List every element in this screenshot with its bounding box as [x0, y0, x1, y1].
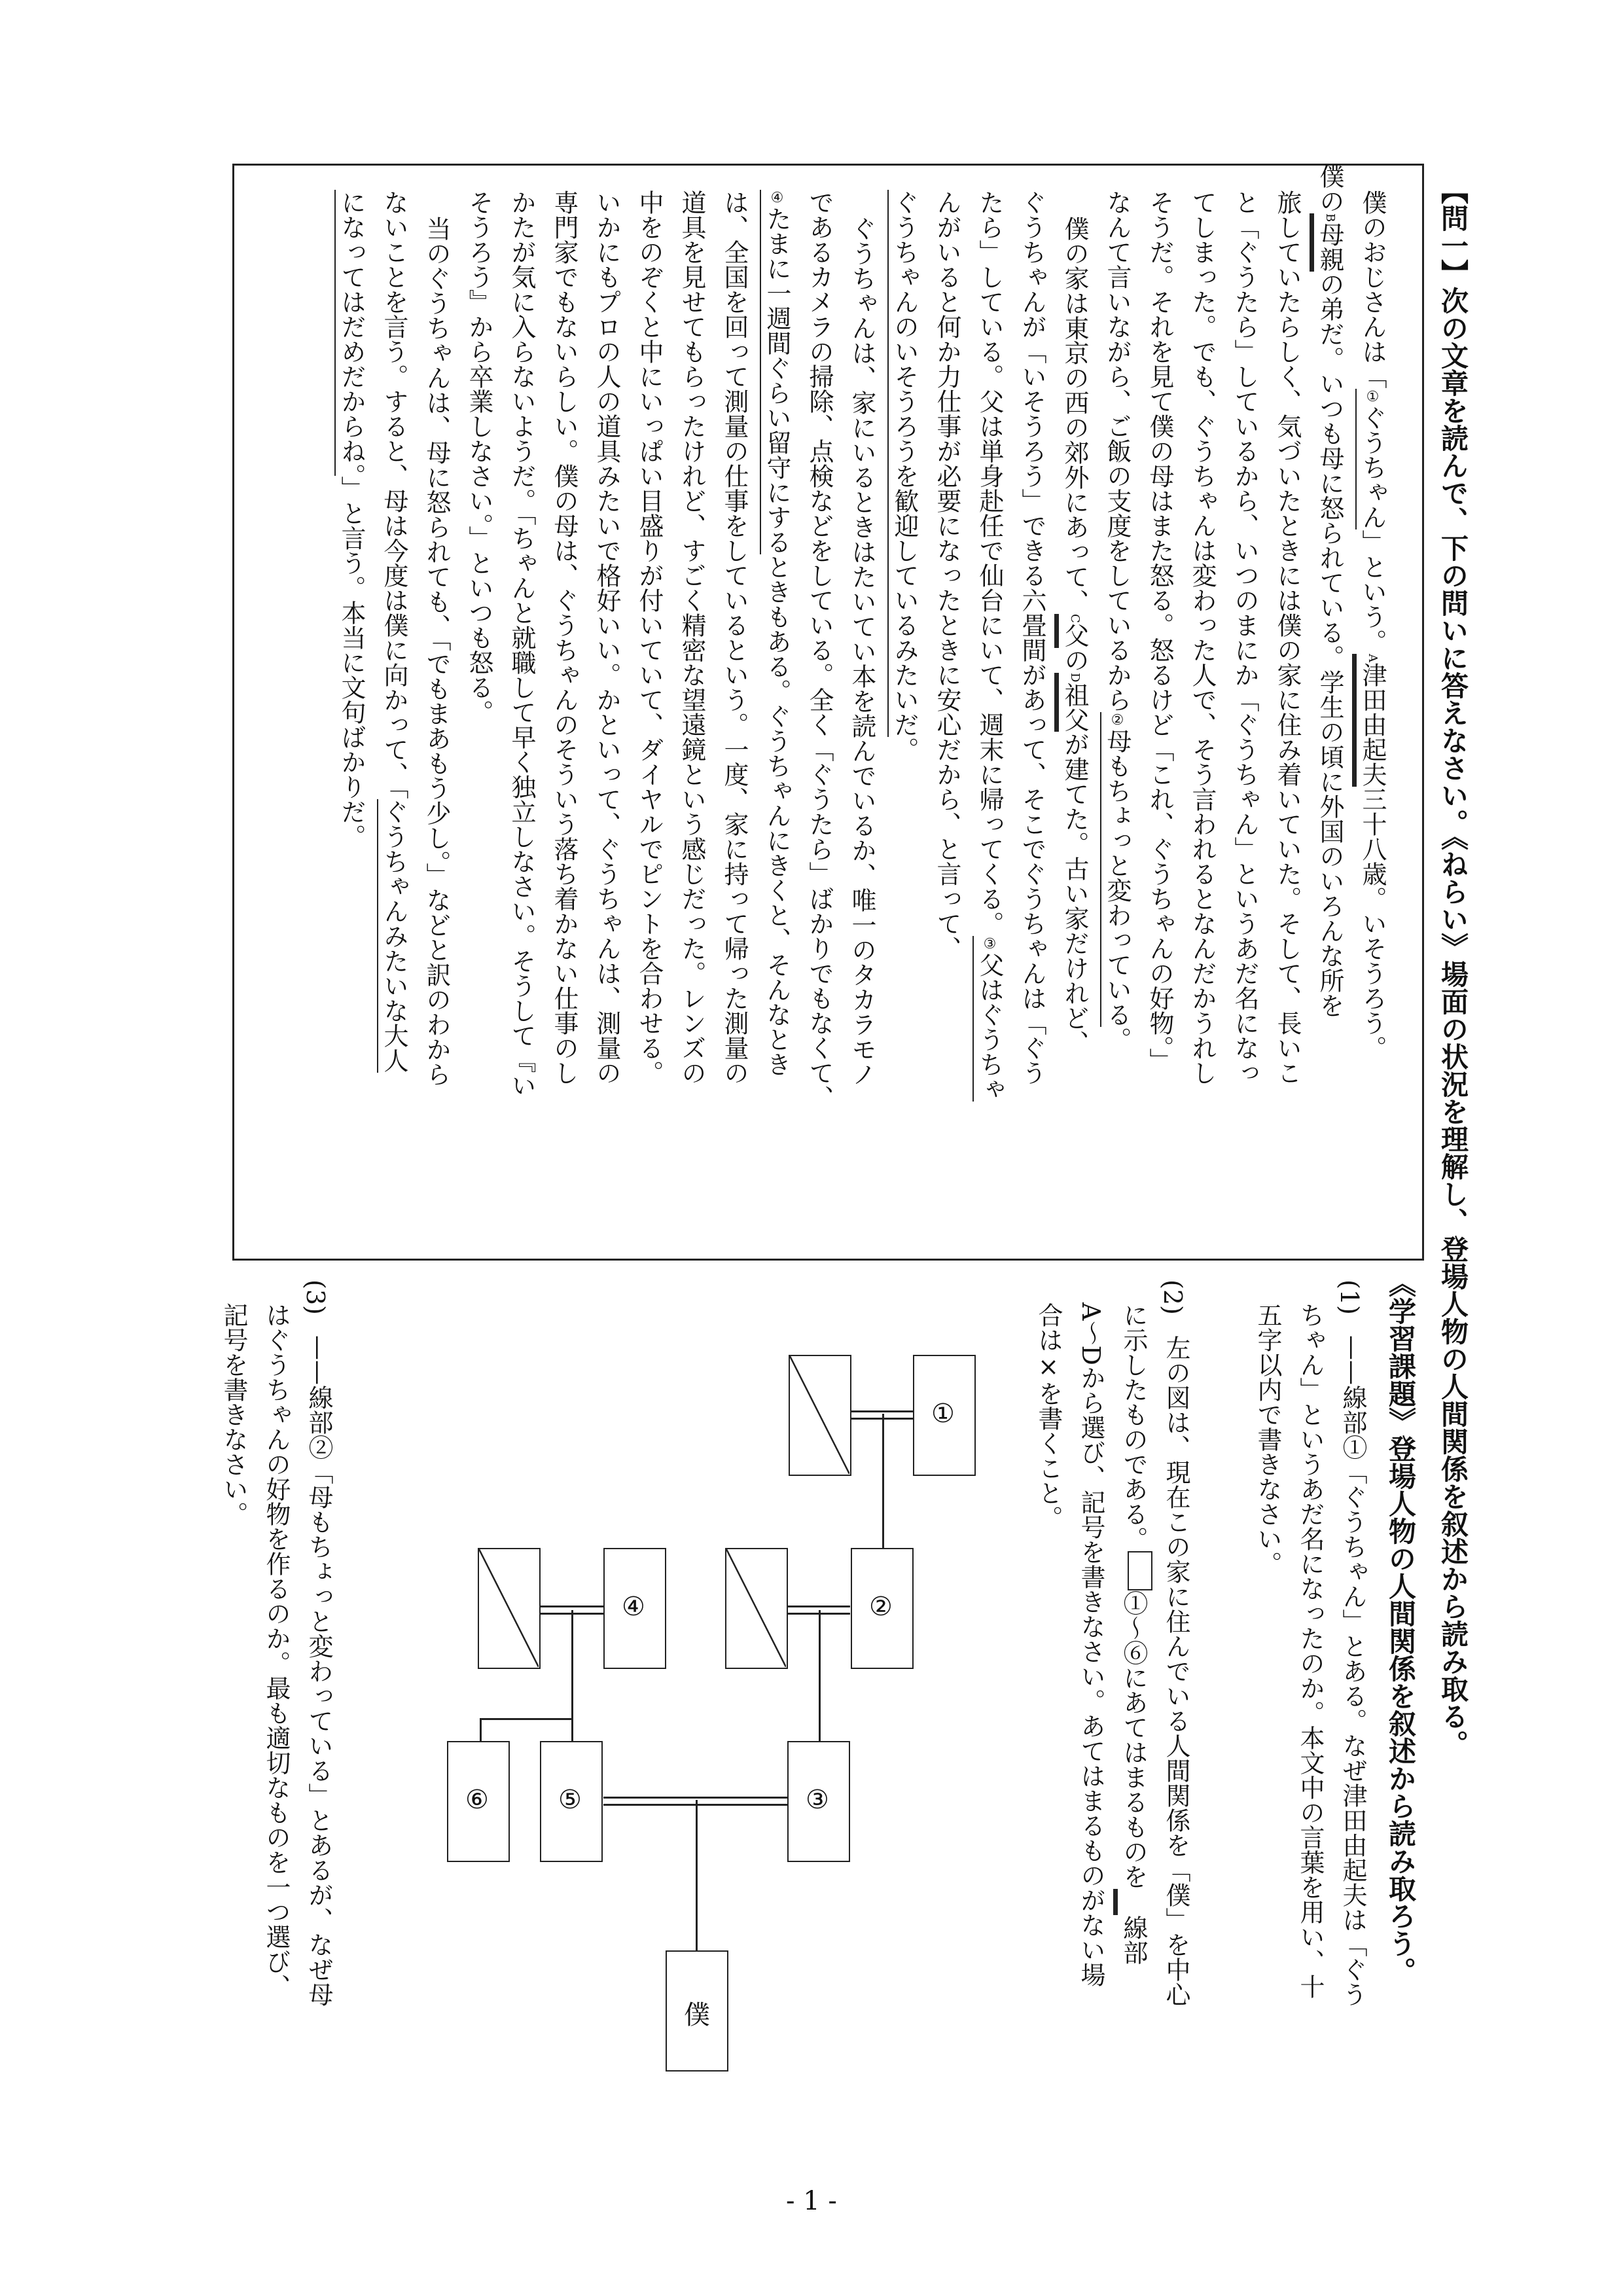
underline-D [1054, 673, 1089, 732]
passage-line [1057, 216, 1093, 1055]
box-5 [540, 1741, 603, 1862]
passage-line [929, 190, 965, 961]
underlined-C: 父 [1060, 622, 1089, 648]
text: の [1060, 647, 1089, 673]
underlined-3: 父はぐうちゃ [975, 952, 1004, 1102]
underlined-4: たまに一週間ぐらい留守にする [762, 206, 791, 554]
marker-B: B [1323, 213, 1337, 223]
marker-A: A [1366, 654, 1380, 662]
passage-line: 中をのぞくと中にいっぱい目盛りが付いていて、ダイヤルでピントを合わせる。 [635, 190, 664, 1085]
boku-label: 僕 [684, 2000, 710, 2030]
text: 僕のおじさんは「 [1358, 190, 1387, 389]
passage-line: ぐうちゃんは、家にいるときはたいてい本を読んでいるか、唯一のタカラモノ [847, 216, 876, 1086]
underline-A [1352, 654, 1387, 787]
text: が建てた。古い家だけれど、 [1060, 732, 1089, 1056]
passage-line: 旅していたらしく、気づいたときには僕の家に住み着いていた。そして、長いこ [1273, 190, 1302, 1085]
marker-1: ① [1364, 389, 1381, 405]
spouse-box-slashed [789, 1355, 851, 1476]
passage-line: 道具を見せてもらったけれど、すごく精密な望遠鏡という感じだった。レンズの [677, 190, 706, 1085]
underline-4 [760, 190, 791, 554]
passage-line: 当のぐうちゃんは、母に怒られても、「でもまあもう少し。」などと訳のわから [422, 216, 451, 1086]
descent-line [480, 1718, 482, 1744]
q3-line: ——線部②「母もちょっと変わっている」とあるが、なぜ母 [304, 1335, 333, 2007]
question-header-label: 【問一】次の文章を読んで、下の問いに答えなさい。 [1437, 177, 1469, 836]
text: 。 [890, 737, 919, 762]
text: ないことを言う。すると、母は今度は僕に向かって、「 [380, 190, 408, 799]
text: 」と言う。本当に文句ばかりだ。 [337, 476, 366, 849]
passage-line: と「ぐうたら」しているから、いつのまにか「ぐうちゃん」というあだ名になっ [1230, 190, 1259, 1085]
slash-icon [726, 1549, 786, 1667]
passage-line: かたが気に入らないようだ。「ちゃんと就職して早く独立しなさい。そうして『い [507, 190, 536, 1098]
q1-number: (1) [1335, 1280, 1364, 1315]
underlined-D: 祖父 [1060, 682, 1089, 732]
text: 僕の [1315, 164, 1344, 213]
underlined-B: 母親 [1315, 222, 1344, 272]
underline-2 [1100, 712, 1132, 1027]
text: ①～⑥にあてはまるものを [1119, 1590, 1148, 1889]
q2-line: 左の図は、現在この家に住んでいる人間関係を「僕」を中心 [1162, 1335, 1190, 2007]
marriage-line [787, 1605, 850, 1607]
text: 。 [1103, 1027, 1132, 1052]
box-3 [787, 1741, 850, 1862]
q1-line: ちゃん」というあだ名になったのか。本文中の言葉を用い、十 [1296, 1302, 1325, 1999]
marker-3: ③ [982, 936, 998, 952]
underline-5-cont: になってはだめだからね。 [334, 190, 366, 476]
box-2 [851, 1548, 914, 1669]
marker-2: ② [1109, 712, 1126, 728]
passage-line [376, 190, 412, 1073]
underline-B [1310, 213, 1344, 272]
marriage-line [540, 1605, 605, 1607]
passage-line [972, 190, 1008, 1102]
box-6-label: ⑥ [465, 1785, 489, 1815]
box-3-label: ③ [806, 1785, 829, 1815]
underlined-2: 母もちょっと変わっている [1103, 728, 1132, 1027]
page-number: - 1 - [786, 2186, 837, 2216]
descent-line [819, 1610, 821, 1744]
marker-D: D [1068, 672, 1082, 683]
text: たら」している。父は単身赴任で仙台にいて、週末に帰ってくる。 [975, 190, 1004, 936]
text: の弟だ。いつも母に怒られている。学生の頃に外国のいろんな所を [1315, 272, 1344, 1018]
slash-icon [790, 1356, 849, 1474]
underlined-A: 津田由起夫 [1358, 662, 1387, 787]
underline-5: ぐうちゃんみたいな大人 [377, 799, 408, 1073]
descent-line [571, 1610, 573, 1718]
underline-3 [972, 936, 1004, 1102]
marker-C: C [1068, 614, 1082, 623]
spouse-box-slashed [725, 1548, 788, 1669]
question-header [1433, 177, 1472, 1757]
box-1-label: ① [931, 1399, 955, 1429]
text: 」という。 [1358, 529, 1387, 654]
slash-icon [479, 1549, 539, 1667]
passage-line [1099, 190, 1135, 1052]
q3-line: 記号を書きなさい。 [219, 1302, 248, 1526]
box-4 [603, 1548, 666, 1669]
q2-line: 合は×を書くこと。 [1034, 1302, 1063, 1530]
descent-line [882, 1414, 884, 1561]
passage-line: ぐうちゃんが「いそうろう」できる六畳間があって、そこでぐうちゃんは「ぐう [1018, 190, 1046, 1085]
passage-line: 専門家でもないらしい。僕の母は、ぐうちゃんのそういう落ち着かない仕事のし [550, 190, 579, 1085]
passage-line: てしまった。でも、ぐうちゃんは変わった人で、そう言われるとなんだかうれし [1188, 190, 1217, 1085]
underline-3-cont: ぐうちゃんのいそうろうを歓迎しているみたいだ [887, 190, 919, 737]
passage-line [1355, 190, 1391, 1060]
underlined-guchan: ぐうちゃん [1358, 405, 1387, 529]
text: んがいると何か力仕事が必要になったときに安心だから、と言って、 [933, 190, 961, 961]
passage-line: であるカメラの掃除、点検などをしている。全く「ぐうたら」ばかりでもなくて、 [805, 190, 834, 1110]
passage-line [759, 190, 795, 1077]
boku-box [666, 1950, 728, 2072]
underline-1 [1355, 389, 1387, 529]
box-1 [913, 1355, 976, 1476]
descent-line [571, 1718, 573, 1744]
passage-line [334, 190, 370, 849]
answer-box-icon [1128, 1551, 1152, 1590]
q1-line: 五字以内で書きなさい。 [1253, 1302, 1282, 1576]
thick-underline-sample [1113, 1889, 1148, 1915]
spouse-box-slashed [478, 1548, 541, 1669]
text: 僕の家は東京の西の郊外にあって、 [1060, 216, 1089, 614]
q2-line: A～Dから選び、記号を書きなさい。あてはまるものがない場 [1077, 1302, 1105, 1987]
text: なんて言いながら、ご飯の支度をしているから [1103, 190, 1132, 712]
passage-line: いかにもプロの人の道具みたいで格好いい。かといって、ぐうちゃんは、測量の [592, 190, 621, 1085]
text: 三十八歳。いそうろう。 [1358, 787, 1387, 1060]
marker-4: ④ [769, 190, 785, 206]
passage-line: そうろう』から卒業しなさい。」といつも怒る。 [465, 190, 493, 725]
text: ときもある。ぐうちゃんにきくと、そんなとき [762, 554, 791, 1077]
descent-line [696, 1800, 698, 1952]
passage-line: は、全国を回って測量の仕事をしているという。一度、家に持って帰った測量の [720, 190, 749, 1085]
aim-text: 《ねらい》場面の状況を理解し、登場人物の人間関係を叙述から読み取る。 [1437, 836, 1469, 1757]
sibling-line [480, 1718, 573, 1720]
passage-line [1312, 164, 1348, 1018]
q2-number: (2) [1158, 1280, 1187, 1315]
box-5-label: ⑤ [558, 1785, 582, 1815]
q1-line: ——線部①「ぐうちゃん」とある。なぜ津田由起夫は「ぐう [1338, 1335, 1367, 2007]
text: に示したものである。 [1119, 1302, 1148, 1551]
passage-line: そうだ。それを見て僕の母はまた怒る。怒るけど「これ、ぐうちゃんの好物。」 [1145, 190, 1174, 1073]
box-4-label: ④ [622, 1592, 645, 1622]
q2-line [1116, 1302, 1152, 1965]
marriage-line [851, 1410, 914, 1412]
q3-number: (3) [301, 1280, 330, 1315]
text: 線部 [1119, 1915, 1148, 1965]
box-6 [447, 1741, 510, 1862]
underline-C [1054, 614, 1089, 648]
passage-line [887, 190, 923, 762]
box-2-label: ② [869, 1592, 893, 1622]
q3-line: はぐうちゃんの好物を作るのか。最も適切なものを一つ選び、 [262, 1302, 291, 1999]
learning-task: 《学習課題》登場人物の人間関係を叙述から読み取ろう。 [1385, 1270, 1417, 1984]
marriage-line [603, 1797, 788, 1799]
